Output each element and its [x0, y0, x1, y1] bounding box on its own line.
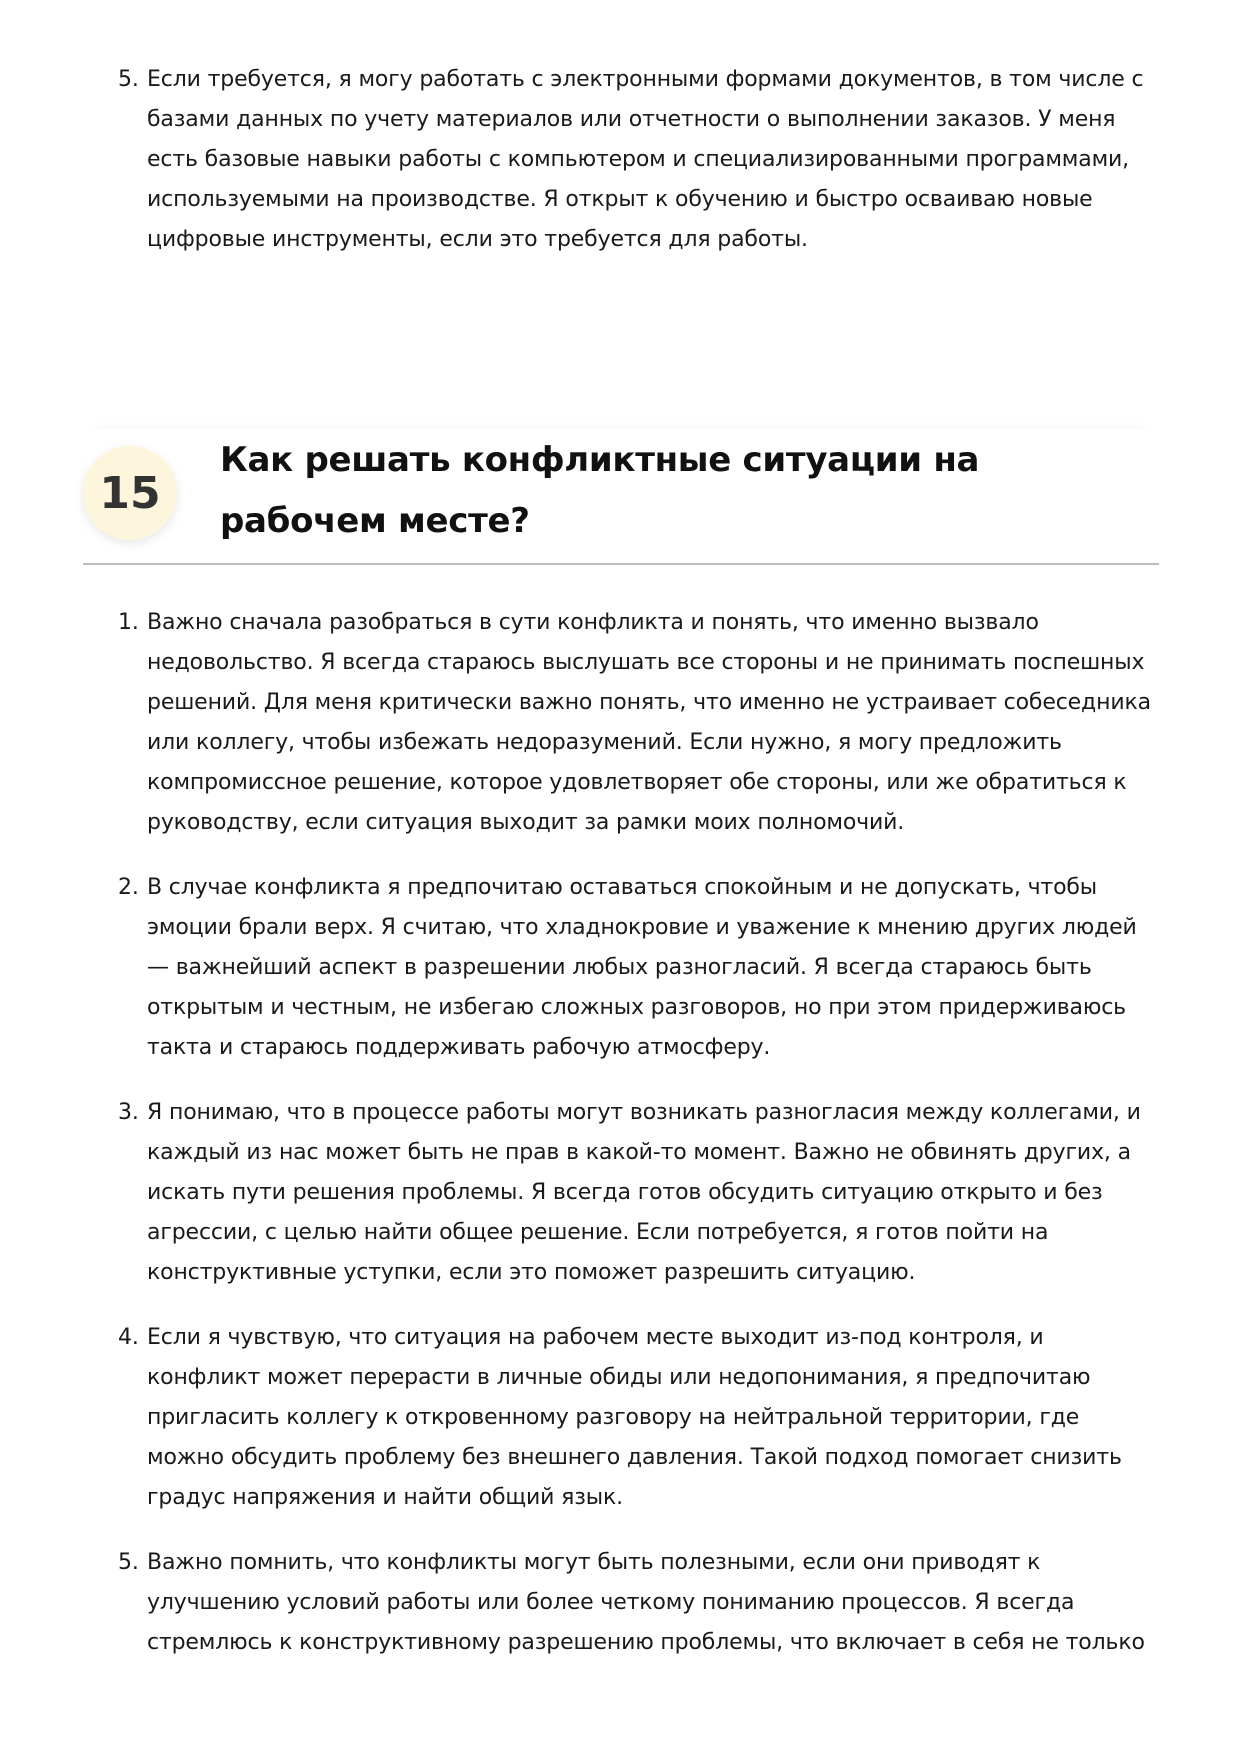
list-item-number: 1. — [118, 610, 139, 635]
list-item-text: Важно сначала разобраться в сути конфликта и понять, что именно вызвало недовольство. Я всегда стараюсь выслушать все стороны и не принимать поспешных решений. Для меня критически важно понять, что именно не устраивает собеседника или коллегу, чтобы избежать недоразумений. Если нужно, я могу предложить компромиссное решение, которое удовлетворяет обе стороны, или же обратиться к руководству, если ситуация выходит за рамки моих полномочий. — [147, 610, 1151, 835]
list-item-text: Если требуется, я могу работать с электронными формами документов, в том числе с базами данных по учету материалов или отчетности о выполнении заказов. У меня есть базовые навыки работы с компьютером и специализированными программами, используемыми на производстве. Я открыт к обучению и быстро осваиваю новые цифровые инструменты, если это требуется для работы. — [147, 67, 1144, 252]
answer-list — [118, 603, 1153, 1688]
list-item — [118, 868, 1153, 1068]
list-item-number: 4. — [118, 1325, 139, 1350]
list-item-number: 2. — [118, 875, 139, 900]
list-item — [118, 603, 1153, 843]
list-item — [118, 1543, 1153, 1663]
list-item-number: 3. — [118, 1100, 139, 1125]
section-header — [83, 429, 1159, 565]
section-title: Как решать конфликтные ситуации на рабочем месте? — [220, 440, 980, 541]
list-item-text: Важно помнить, что конфликты могут быть полезными, если они приводят к улучшению условий работы или более четкому пониманию процессов. Я всегда стремлюсь к конструктивному разрешению проблемы, что включает в себя не только — [147, 1550, 1145, 1655]
list-item-number: 5. — [118, 67, 139, 92]
list-item-text: Я понимаю, что в процессе работы могут возникать разногласия между коллегами, и каждый из нас может быть не прав в какой-то момент. Важно не обвинять других, а искать пути решения проблемы. Я всегда готов обсудить ситуацию открыто и без агрессии, с целью найти общее решение. Если потребуется, я готов пойти на конструктивные уступки, если это поможет разрешить ситуацию. — [147, 1100, 1141, 1285]
list-item — [118, 1318, 1153, 1518]
list-item-number: 5. — [118, 1550, 139, 1575]
list-item — [118, 60, 1153, 260]
list-item-text: В случае конфликта я предпочитаю оставаться спокойным и не допускать, чтобы эмоции брали верх. Я считаю, что хладнокровие и уважение к мнению других людей — важнейший аспект в разрешении любых разногласий. Я всегда стараюсь быть открытым и честным, не избегаю сложных разговоров, но при этом придерживаюсь такта и стараюсь поддерживать рабочую атмосферу. — [147, 875, 1137, 1060]
list-item — [118, 1093, 1153, 1293]
section-number-badge: 15 — [83, 446, 177, 540]
previous-answer-list — [118, 60, 1153, 260]
list-item-text: Если я чувствую, что ситуация на рабочем месте выходит из-под контроля, и конфликт может перерасти в личные обиды или недопонимания, я предпочитаю пригласить коллегу к откровенному разговору на нейтральной территории, где можно обсудить проблему без внешнего давления. Такой подход помогает снизить градус напряжения и найти общий язык. — [147, 1325, 1122, 1510]
